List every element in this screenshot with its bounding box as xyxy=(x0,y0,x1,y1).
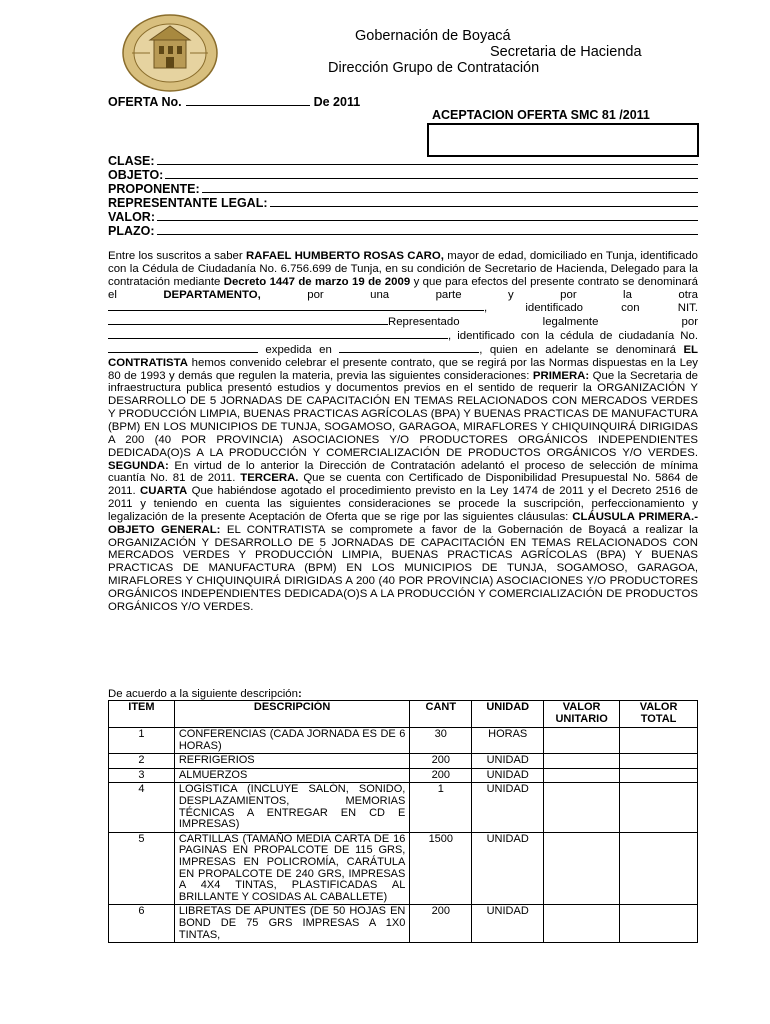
blank-nit[interactable] xyxy=(108,315,388,325)
text-run: Que habiéndose agotado el procedimiento previsto en la Ley 1474 de 2011 y el Decreto 2516 de 2011 y teniendo en cuenta las siguientes consideraciones se procede la suscripción, perfeccionamiento y legalización de la presente Aceptación de Oferta que se rige por las siguientes cláusulas: xyxy=(108,485,698,523)
description-intro xyxy=(108,688,302,700)
text-run: mayor de edad, domiciliado en Tunja, identificado con la Cédula de Ciudadanía No. 6.756.699 de Tunja, en su condición de Secretario de Hacienda, Delegado para la contratación mediante xyxy=(108,250,698,288)
boyaca-seal-icon xyxy=(122,14,218,92)
text-run: Representado legalmente por xyxy=(388,316,698,329)
field-blank[interactable] xyxy=(157,224,698,235)
text-run: Que se cuenta con Certificado de Disponibilidad Presupuestal No. 5864 de 2011. xyxy=(108,472,698,498)
cell-valor-total[interactable] xyxy=(620,768,698,783)
departamento-term: DEPARTAMENTO, xyxy=(163,288,261,301)
text-run: Que la Secretaria de infraestructura publica presentó estudios y documentos previos en el sentido de requerir la ORGANIZACIÓN Y DESARROLLO DE 5 JORNADAS DE CAPACITACIÓN EN TEMAS RELACIONADOS CON MERCADOS VERDES Y PRODUCCIÓN LIMPIA, BUENAS PRACTICAS AGRÍCOLAS (BPA) Y BUENAS PRACTICAS DE MANUFACTURA (BPM) EN LOS MUNICIPIOS DE TUNJA, SOGAMOSO, GARAGOA, MIRAFLORES Y CHIQUINQUIRÁ DIRIGIDAS A 200 (40 POR PROVINCIA) ASOCIACIONES Y/O PRODUCTORES ORGÁNICOS INDEPENDIENTES DEDICADA(O)S A LA PRODUCCIÓN Y COMERCIALIZACIÓN DE PRODUCTOS ORGÁNICOS Y/O VERDES. xyxy=(108,369,699,459)
cell-cant: 1 xyxy=(410,783,472,832)
tercera-label: TERCERA. xyxy=(240,472,299,485)
cell-valor-unitario[interactable] xyxy=(544,832,620,905)
cell-item: 1 xyxy=(109,728,175,754)
table-row xyxy=(109,728,698,754)
field-label: CLASE: xyxy=(108,154,155,168)
cell-valor-unitario[interactable] xyxy=(544,905,620,943)
cell-desc: LOGÍSTICA (INCLUYE SALÓN, SONIDO, DESPLAZAMIENTOS, MEMORIAS TÉCNICAS A ENTREGAR EN CD E IMPRESAS) xyxy=(174,783,410,832)
text-run: , identificado con NIT. xyxy=(484,302,698,315)
aceptacion-box xyxy=(427,123,699,157)
col-cant: CANT xyxy=(410,701,472,728)
col-valor-unitario: VALOR UNITARIO xyxy=(544,701,620,728)
text-run: De acuerdo a la siguiente descripción xyxy=(108,688,298,700)
field-valor xyxy=(108,210,698,224)
col-descripcion: DESCRIPCIÓN xyxy=(174,701,410,728)
cell-cant: 200 xyxy=(410,768,472,783)
contract-paragraph xyxy=(108,250,698,614)
cell-valor-unitario[interactable] xyxy=(544,728,620,754)
header-line-2: Secretaria de Hacienda xyxy=(490,44,642,60)
cell-cant: 200 xyxy=(410,905,472,943)
cell-item: 3 xyxy=(109,768,175,783)
text-run: Entre los suscritos a saber xyxy=(108,250,246,262)
field-blank[interactable] xyxy=(202,182,698,193)
field-blank[interactable] xyxy=(157,154,698,165)
cell-cant: 1500 xyxy=(410,832,472,905)
field-blank[interactable] xyxy=(157,210,698,221)
cell-item: 5 xyxy=(109,832,175,905)
cell-desc: ALMUERZOS xyxy=(174,768,410,783)
oferta-suffix: De 2011 xyxy=(313,95,361,109)
cell-item: 4 xyxy=(109,783,175,832)
field-objeto xyxy=(108,168,698,182)
cell-valor-total[interactable] xyxy=(620,905,698,943)
cell-unidad: UNIDAD xyxy=(472,754,544,769)
cell-unidad: UNIDAD xyxy=(472,905,544,943)
aceptacion-title: ACEPTACION OFERTA SMC 81 /2011 xyxy=(432,108,650,122)
items-table xyxy=(108,700,698,943)
cell-valor-unitario[interactable] xyxy=(544,768,620,783)
cell-unidad: UNIDAD xyxy=(472,783,544,832)
col-item: ITEM xyxy=(109,701,175,728)
segunda-label: SEGUNDA: xyxy=(108,459,169,472)
cuarta-label: CUARTA xyxy=(140,485,188,498)
primera-label: PRIMERA: xyxy=(532,369,590,382)
cell-desc: LIBRETAS DE APUNTES (DE 50 HOJAS EN BOND DE 75 GRS IMPRESAS A 1X0 TINTAS, xyxy=(174,905,410,943)
table-row xyxy=(109,768,698,783)
field-blank[interactable] xyxy=(270,196,699,207)
field-label: PLAZO: xyxy=(108,224,155,238)
cell-cant: 30 xyxy=(410,728,472,754)
text-run: por una parte y por la otra xyxy=(260,288,698,301)
table-row xyxy=(109,905,698,943)
field-plazo xyxy=(108,224,698,238)
cell-item: 6 xyxy=(109,905,175,943)
header-line-1: Gobernación de Boyacá xyxy=(355,28,511,44)
table-row xyxy=(109,783,698,832)
secretary-name: RAFAEL HUMBERTO ROSAS CARO, xyxy=(245,250,444,262)
cell-valor-total[interactable] xyxy=(620,783,698,832)
blank-contratista[interactable] xyxy=(108,301,484,311)
oferta-line xyxy=(108,94,360,109)
field-blank[interactable] xyxy=(165,168,698,179)
oferta-prefix: OFERTA No. xyxy=(108,95,182,109)
text-run: , identificado con la cédula de ciudadanía No. xyxy=(448,330,698,343)
cell-valor-total[interactable] xyxy=(620,832,698,905)
text-run: hemos convenido celebrar el presente contrato, que se regirá por las Normas dispuestas en la Ley 80 de 1993 y demás que regulen la materia, previa las siguientes consideraciones: xyxy=(108,356,698,382)
field-label: PROPONENTE: xyxy=(108,182,200,196)
cell-unidad: UNIDAD xyxy=(472,832,544,905)
decreto-ref: Decreto 1447 de marzo 19 de 2009 xyxy=(223,275,411,288)
cell-valor-unitario[interactable] xyxy=(544,754,620,769)
cell-valor-total[interactable] xyxy=(620,728,698,754)
clausula-primera-label: CLÁUSULA PRIMERA.- OBJETO GENERAL: xyxy=(108,510,698,536)
table-row xyxy=(109,832,698,905)
cell-unidad: UNIDAD xyxy=(472,768,544,783)
blank-expedida[interactable] xyxy=(339,343,479,353)
field-label: REPRESENTANTE LEGAL: xyxy=(108,196,268,210)
cell-valor-total[interactable] xyxy=(620,754,698,769)
col-valor-total: VALOR TOTAL xyxy=(620,701,698,728)
field-label: VALOR: xyxy=(108,210,155,224)
contract-fields xyxy=(108,154,698,238)
text-run: En virtud de lo anterior la Dirección de Contratación adelantó el proceso de selección de mínima cuantía No. 81 de 2011. xyxy=(108,459,698,485)
contract-body xyxy=(108,250,698,614)
contratista-term: EL CONTRATISTA xyxy=(108,343,698,369)
header-line-3: Dirección Grupo de Contratación xyxy=(328,60,540,76)
cell-item: 2 xyxy=(109,754,175,769)
text-run: : xyxy=(297,688,302,700)
text-run: expedida en xyxy=(258,343,340,356)
cell-desc: REFRIGERIOS xyxy=(174,754,410,769)
blank-cedula[interactable] xyxy=(108,343,258,353)
oferta-number-blank[interactable] xyxy=(186,94,310,106)
table-header-row xyxy=(109,701,698,728)
text-run: EL CONTRATISTA se compromete a favor de la Gobernación de Boyacá a realizar la ORGANIZACIÓN Y DESARROLLO DE 5 JORNADAS DE CAPACITACIÓN EN TEMAS RELACIONADOS CON MERCADOS VERDES Y PRODUCCIÓN LIMPIA, BUENAS PRACTICAS AGRÍCOLAS (BPA) Y BUENAS PRACTICAS DE MANUFACTURA (BPM) EN LOS MUNICIPIOS DE TUNJA, SOGAMOSO, GARAGOA, MIRAFLORES Y CHIQUINQUIRÁ DIRIGIDAS A 200 (40 POR PROVINCIA) ASOCIACIONES Y/O PRODUCTORES ORGÁNICOS INDEPENDIENTES DEDICADA(O)S A LA PRODUCCIÓN Y COMERCIALIZACIÓN DE PRODUCTOS ORGÁNICOS Y/O VERDES. xyxy=(108,523,699,613)
cell-desc: CONFERENCIAS (CADA JORNADA ES DE 6 HORAS) xyxy=(174,728,410,754)
table-row xyxy=(109,754,698,769)
field-label: OBJETO: xyxy=(108,168,164,182)
cell-unidad: HORAS xyxy=(472,728,544,754)
cell-valor-unitario[interactable] xyxy=(544,783,620,832)
field-representante xyxy=(108,196,698,210)
field-clase xyxy=(108,154,698,168)
blank-representante[interactable] xyxy=(108,329,448,339)
text-run: , quien en adelante se denominará xyxy=(479,343,684,356)
cell-cant: 200 xyxy=(410,754,472,769)
col-unidad: UNIDAD xyxy=(472,701,544,728)
cell-desc: CARTILLAS (TAMAÑO MEDIA CARTA DE 16 PAGINAS EN PROPALCOTE DE 115 GRS, IMPRESAS EN POLICROMÍA, CARÁTULA EN PROPALCOTE DE 240 GRS, IMPRESAS A 4X4 TINTAS, PLASTIFICADAS AL BRILLANTE Y COSIDAS AL CABALLETE) xyxy=(174,832,410,905)
field-proponente xyxy=(108,182,698,196)
text-run: y que para efectos del presente contrato se denominará el xyxy=(108,275,699,301)
